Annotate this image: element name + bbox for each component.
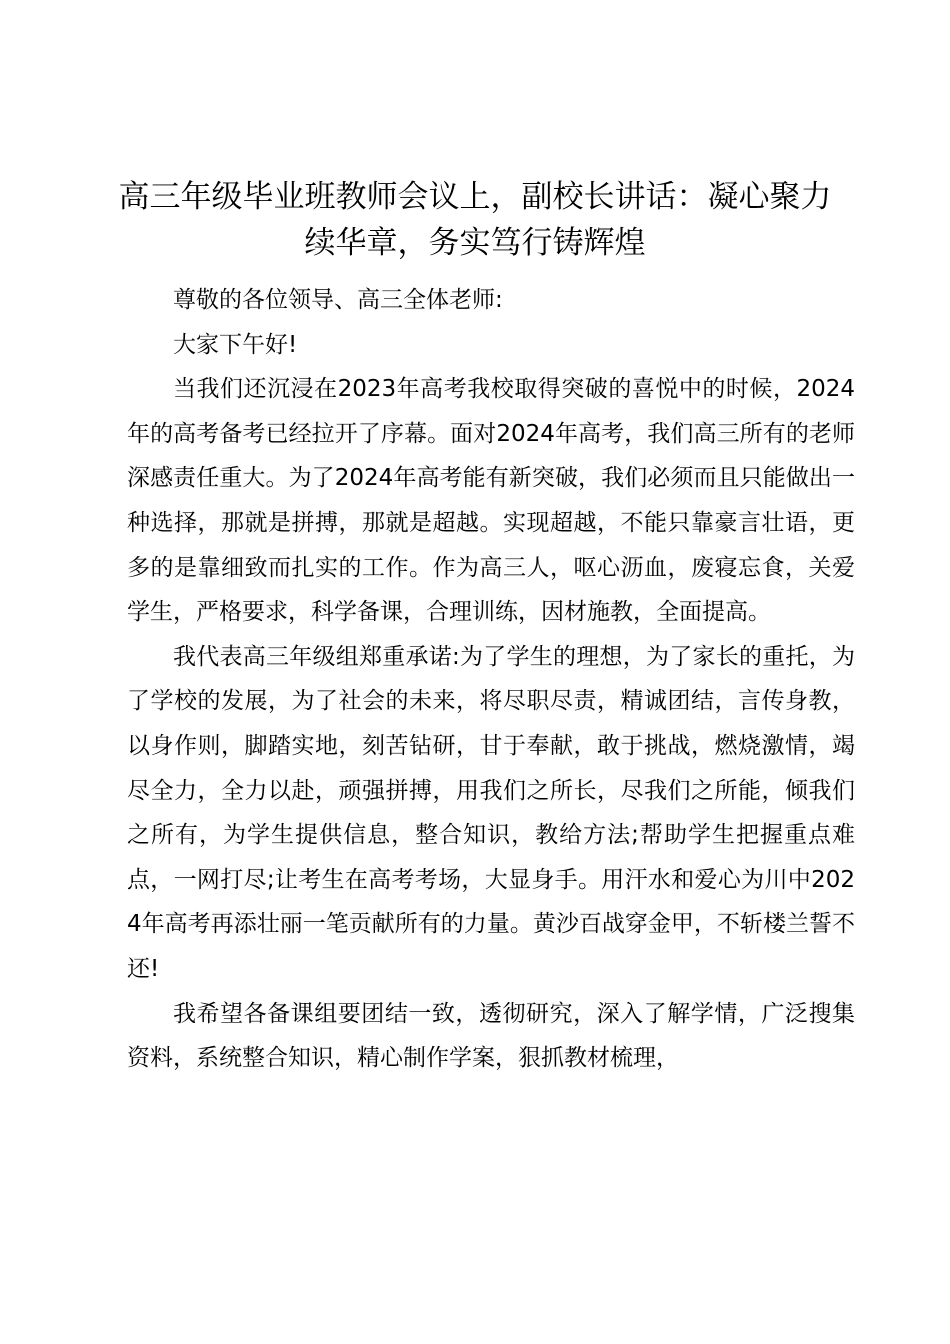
body-paragraph-3: 我希望各备课组要团结一致，透彻研究，深入了解学情，广泛搜集资料，系统整合知识，精心制作学案，狠抓教材梳理， <box>127 1000 855 1072</box>
salutation-paragraph: 尊敬的各位领导、高三全体老师: <box>173 287 503 313</box>
document-body <box>127 278 855 1081</box>
greeting-paragraph: 大家下午好! <box>173 331 298 358</box>
body-paragraph-1: 当我们还沉浸在2023年高考我校取得突破的喜悦中的时候，2024年的高考备考已经拉开了序幕。面对2024年高考，我们高三所有的老师深感责任重大。为了2024年高考能有新突破，我们必须而且只能做出一种选择，那就是拼搏，那就是超越。实现超越，不能只靠豪言壮语，更多的是靠细致而扎实的工作。作为高三人，呕心沥血，废寝忘食，关爱学生，严格要求，科学备课，合理训练，因材施教，全面提高。 <box>127 376 855 626</box>
body-paragraph-2: 我代表高三年级组郑重承诺:为了学生的理想，为了家长的重托，为了学校的发展，为了社会的未来，将尽职尽责，精诚团结，言传身教，以身作则，脚踏实地，刻苦钻研，甘于奉献，敢于挑战，燃烧激情，竭尽全力，全力以赴，顽强拼搏，用我们之所长，尽我们之所能，倾我们之所有，为学生提供信息，整合知识，教给方法;帮助学生把握重点难点，一网打尽;让考生在高考考场，大显身手。用汗水和爱心为川中2024年高考再添壮丽一笔贡献所有的力量。黄沙百战穿金甲，不斩楼兰誓不还! <box>127 643 855 982</box>
document-title: 高三年级毕业班教师会议上，副校长讲话：凝心聚力续华章，务实笃行铸辉煌 <box>118 179 832 261</box>
